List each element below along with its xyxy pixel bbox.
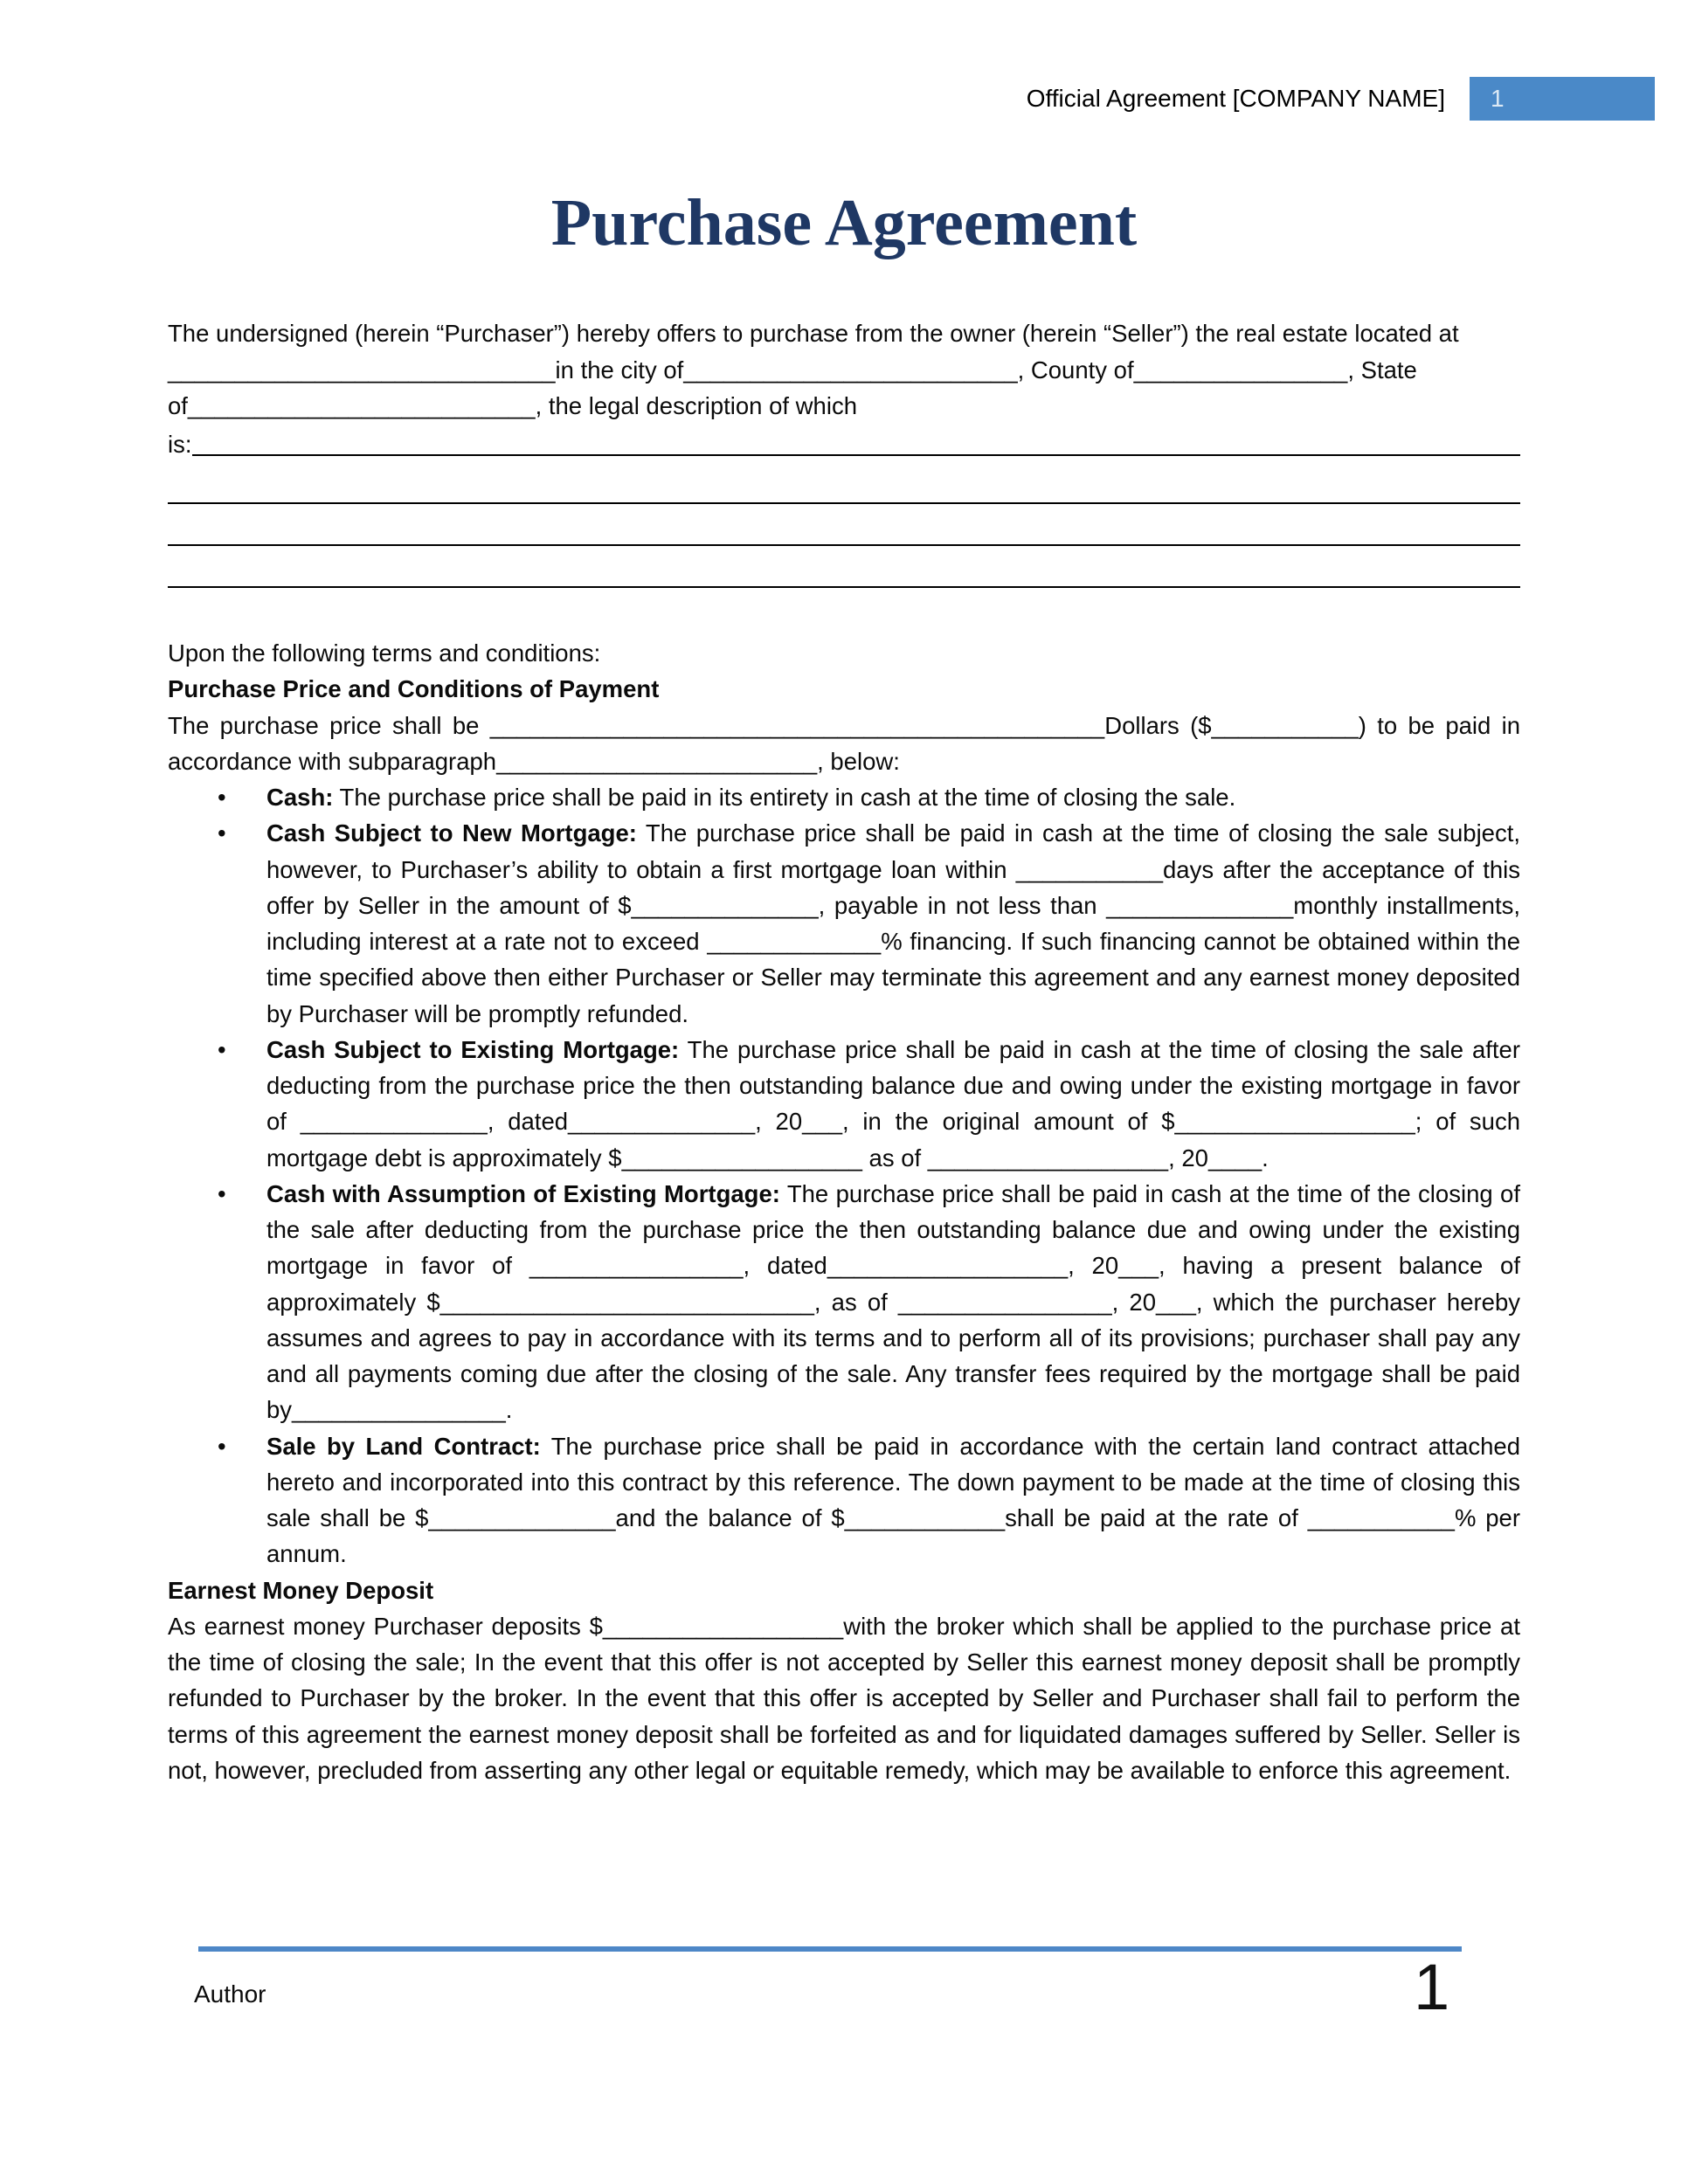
bullet-icon: •: [218, 1035, 226, 1063]
list-item: [168, 1032, 1520, 1176]
footer-divider: [198, 1946, 1462, 1952]
footer-page-number: 1: [1414, 1951, 1450, 2023]
payment-options-list: [168, 779, 1520, 1572]
bullet-icon: •: [218, 819, 226, 847]
list-item: [168, 1176, 1520, 1428]
bullet-text: The purchase price shall be paid in cash at the time of closing the sale after deducting from the purchase price the then outstanding balance due and owing under the existing mortgage in favor of ______________, dated______________, 20___, in the original amount of $__________________; of such mortgage debt is approximately $__________________ as of __________________, 20____.: [266, 1035, 1520, 1171]
blank-line: [168, 462, 1520, 504]
bullet-label: Cash:: [266, 784, 334, 812]
list-item: [168, 1428, 1520, 1572]
page-number-badge: 1: [1470, 77, 1655, 121]
bullet-text: The purchase price shall be paid in cash at the time of closing the sale subject, however, to Purchaser’s ability to obtain a first mortgage loan within ___________days after the acceptance of this offer by Seller in the amount of $______________, payable in not less than ______________monthly installments, including interest at a rate not to exceed _____________% financing. If such financing cannot be obtained within the time specified above then either Purchaser or Seller may terminate this agreement and any earnest money deposited by Purchaser will be promptly refunded.: [266, 819, 1520, 1027]
is-label: is:: [168, 430, 192, 458]
bullet-label: Cash Subject to New Mortgage:: [266, 819, 637, 847]
bullet-icon: •: [218, 784, 226, 812]
bullet-icon: •: [218, 1432, 226, 1460]
blank-line: [168, 504, 1520, 546]
earnest-money-paragraph: As earnest money Purchaser deposits $__________________with the broker which shall be applied to the purchase price at the time of closing the sale; In the event that this offer is not accepted by Seller this earnest money deposit shall be promptly refunded to Purchaser by the broker. In the event that this offer is accepted by Seller and Purchaser shall fail to perform the terms of this agreement the earnest money deposit shall be forfeited as and for liquidated damages suffered by Seller. Seller is not, however, precluded from asserting any other legal or equitable remedy, which may be available to enforce this agreement.: [168, 1612, 1520, 1784]
page-header: [0, 77, 1688, 121]
bullet-label: Sale by Land Contract:: [266, 1432, 541, 1460]
blank-line: [168, 546, 1520, 588]
terms-lead: Upon the following terms and conditions:: [168, 639, 601, 667]
section-heading-purchase-price: Purchase Price and Conditions of Payment: [168, 675, 660, 703]
list-item: [168, 815, 1520, 1032]
bullet-text: The purchase price shall be paid in cash at the time of the closing of the sale after deducting from the purchase price the then outstanding balance due and owing under the existing mortgage in favor of ________________, dated__________________, 20___, having a present balance of approximately $____________________________, as of ________________, 20___, which the purchaser hereby assumes and agrees to pay in accordance with its terms and to perform all of its provisions; purchaser shall pay any and all payments coming due after the closing of the sale. Any transfer fees required by the mortgage shall be paid by________________.: [266, 1179, 1520, 1424]
intro-paragraph: The undersigned (herein “Purchaser”) hereby offers to purchase from the owner (herein “Seller”) the real estate located at _____________________________in the city of_________________________, County of________________, State of__________________________, the legal description of which: [168, 320, 1459, 419]
bullet-cash-existing-mortgage: [266, 1032, 1520, 1176]
bullet-cash-new-mortgage: [266, 815, 1520, 1032]
bullet-label: Cash Subject to Existing Mortgage:: [266, 1035, 680, 1063]
blank-line: [192, 424, 1521, 456]
page-title: Purchase Agreement: [550, 186, 1138, 259]
bullet-sale-land-contract: [266, 1428, 1520, 1572]
purchase-price-line: The purchase price shall be ______________________________________________Dollars ($___________) to be paid in accordance with subparagraph________________________, below:: [168, 711, 1520, 775]
section-heading-earnest-money: Earnest Money Deposit: [168, 1576, 434, 1604]
footer-author: Author: [194, 1980, 266, 2008]
bullet-icon: •: [218, 1179, 226, 1207]
legal-description-line: [168, 424, 1520, 462]
bullet-text: The purchase price shall be paid in its entirety in cash at the time of closing the sale.: [333, 784, 1236, 812]
bullet-cash: [266, 779, 1520, 815]
bullet-text: The purchase price shall be paid in accordance with the certain land contract attached hereto and incorporated into this contract by this reference. The down payment to be made at the time of closing this sale shall be $______________and the balance of $____________shall be paid at the rate of ___________% per annum.: [266, 1432, 1520, 1568]
list-item: [168, 779, 1520, 815]
bullet-cash-assumption-mortgage: [266, 1176, 1520, 1428]
header-title: Official Agreement [COMPANY NAME]: [1026, 85, 1445, 112]
bullet-label: Cash with Assumption of Existing Mortgage:: [266, 1179, 780, 1207]
